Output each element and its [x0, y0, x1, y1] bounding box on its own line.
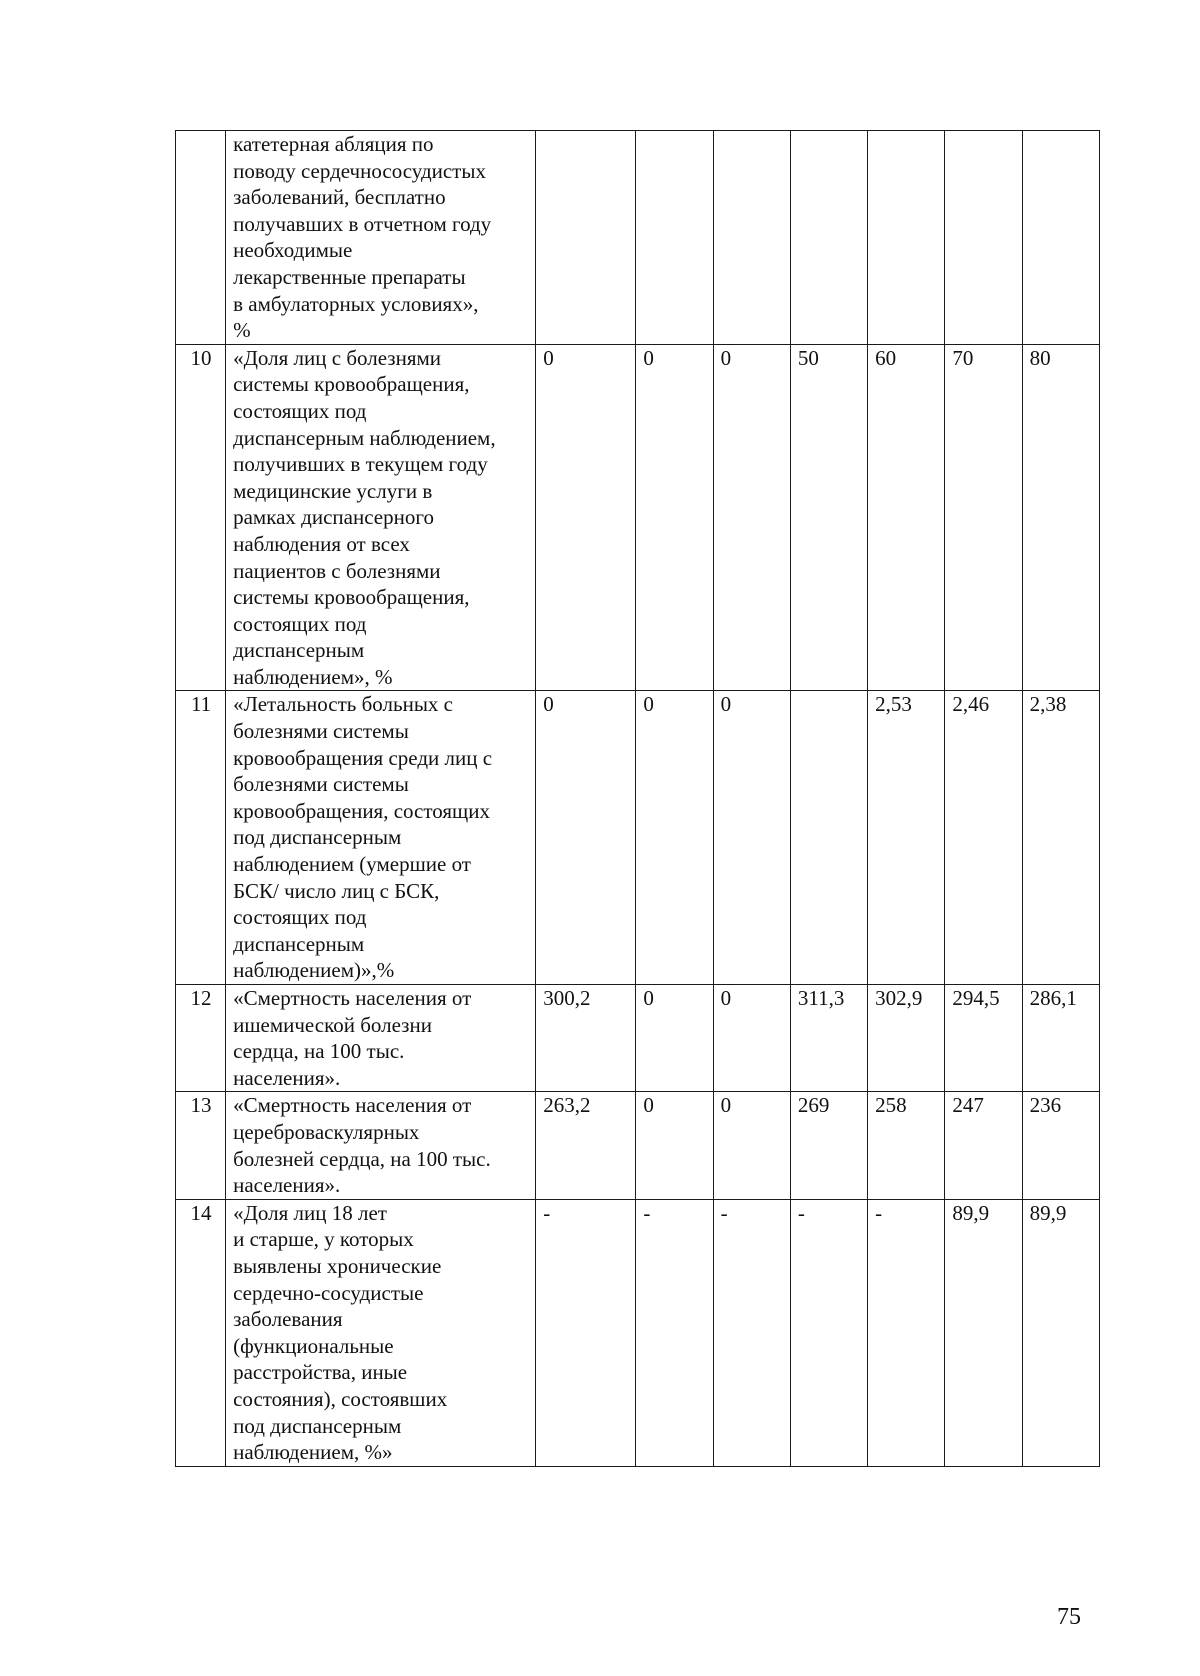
indicator-description-cell: «Летальность больных с болезнями системы кровообращения среди лиц с болезнями системы кровообращения, состоящих под диспансерным наблюдением (умершие от БСК/ число лиц с БСК, состоящих под диспансерным наблюдением)»,% [226, 691, 536, 985]
table-row [176, 344, 1100, 691]
row-number-cell: 10 [176, 344, 226, 691]
value-cell: 0 [713, 1092, 790, 1199]
table-row [176, 985, 1100, 1092]
value-cell: 294,5 [945, 985, 1022, 1092]
value-cell: - [790, 1199, 867, 1466]
value-cell: 2,53 [868, 691, 945, 985]
row-number-cell: 11 [176, 691, 226, 985]
value-cell [536, 131, 636, 345]
value-cell: 0 [636, 1092, 713, 1199]
value-cell: 311,3 [790, 985, 867, 1092]
table-row [176, 1199, 1100, 1466]
value-cell: 0 [713, 344, 790, 691]
table-row [176, 1092, 1100, 1199]
value-cell: 0 [636, 985, 713, 1092]
row-number-cell: 13 [176, 1092, 226, 1199]
value-cell [636, 131, 713, 345]
value-cell: 258 [868, 1092, 945, 1199]
value-cell: 300,2 [536, 985, 636, 1092]
value-cell [790, 131, 867, 345]
value-cell [945, 131, 1022, 345]
value-cell [1022, 131, 1099, 345]
value-cell: 70 [945, 344, 1022, 691]
value-cell: 2,38 [1022, 691, 1099, 985]
indicator-description-cell: «Смертность населения от ишемической болезни сердца, на 100 тыс. населения». [226, 985, 536, 1092]
value-cell: 247 [945, 1092, 1022, 1199]
indicator-description-cell: «Доля лиц с болезнями системы кровообращения, состоящих под диспансерным наблюдением, получивших в текущем году медицинские услуги в рамках диспансерного наблюдения от всех пациентов с болезнями системы кровообращения, состоящих под диспансерным наблюдением», % [226, 344, 536, 691]
value-cell: 0 [713, 985, 790, 1092]
value-cell: 0 [636, 691, 713, 985]
value-cell: 0 [536, 344, 636, 691]
value-cell [790, 691, 867, 985]
value-cell: - [536, 1199, 636, 1466]
page-number: 75 [1057, 1604, 1081, 1630]
value-cell: 0 [536, 691, 636, 985]
value-cell: 60 [868, 344, 945, 691]
indicator-description-cell: катетерная абляция по поводу сердечнососудистых заболеваний, бесплатно получавших в отчетном году необходимые лекарственные препараты в амбулаторных условиях», % [226, 131, 536, 345]
value-cell: - [868, 1199, 945, 1466]
table-row [176, 131, 1100, 345]
value-cell: 50 [790, 344, 867, 691]
value-cell: 302,9 [868, 985, 945, 1092]
value-cell: 80 [1022, 344, 1099, 691]
value-cell [713, 131, 790, 345]
indicator-description-cell: «Доля лиц 18 лет и старше, у которых выявлены хронические сердечно-сосудистые заболевания (функциональные расстройства, иные состояния), состоявших под диспансерным наблюдением, %» [226, 1199, 536, 1466]
value-cell: 0 [713, 691, 790, 985]
indicators-table [175, 130, 1100, 1467]
value-cell: 269 [790, 1092, 867, 1199]
value-cell: 236 [1022, 1092, 1099, 1199]
value-cell: 0 [636, 344, 713, 691]
value-cell: - [713, 1199, 790, 1466]
row-number-cell [176, 131, 226, 345]
table-body [176, 131, 1100, 1467]
value-cell: 263,2 [536, 1092, 636, 1199]
row-number-cell: 12 [176, 985, 226, 1092]
value-cell: 286,1 [1022, 985, 1099, 1092]
row-number-cell: 14 [176, 1199, 226, 1466]
value-cell: - [636, 1199, 713, 1466]
value-cell: 2,46 [945, 691, 1022, 985]
value-cell: 89,9 [945, 1199, 1022, 1466]
value-cell: 89,9 [1022, 1199, 1099, 1466]
value-cell [868, 131, 945, 345]
indicator-description-cell: «Смертность населения от цереброваскулярных болезней сердца, на 100 тыс. населения». [226, 1092, 536, 1199]
table-row [176, 691, 1100, 985]
